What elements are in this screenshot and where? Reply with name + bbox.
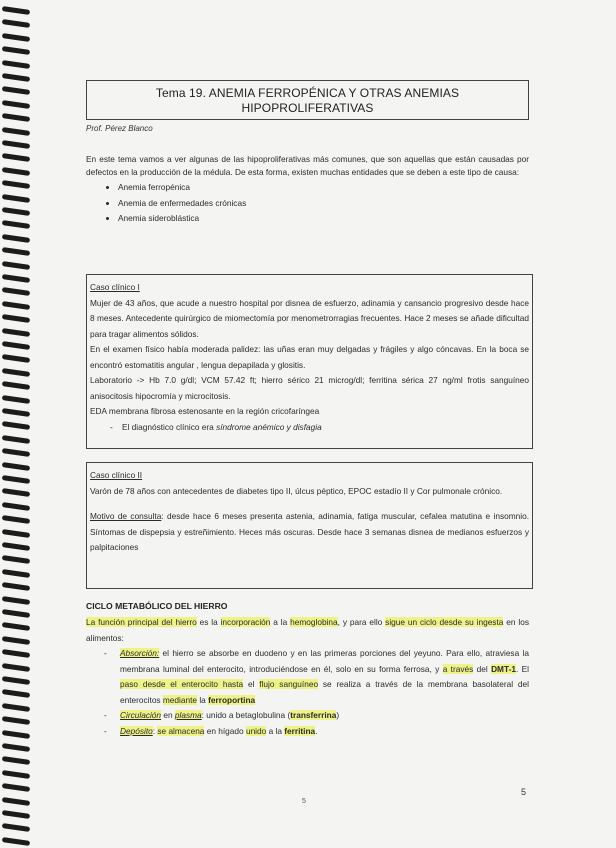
text: : unido a betaglobulina (: [201, 710, 291, 720]
spiral-loop: [2, 596, 30, 605]
spiral-loop: [2, 569, 30, 578]
text: , y para ello: [337, 617, 386, 627]
spiral-loop: [2, 743, 30, 752]
spiral-loop: [2, 234, 30, 243]
spiral-loop: [2, 810, 30, 819]
list-item: • Anemia de enfermedades crónicas: [118, 196, 529, 212]
page-number-center: 5: [302, 798, 306, 805]
case-2-paragraph-1: Varón de 78 años con antecedentes de diabetes tipo II, úlcus péptico, EPOC estadío II y Cor pulmonale crónico.: [90, 485, 503, 496]
highlight: flujo sanguíneo: [259, 679, 319, 689]
spiral-loop: [2, 194, 30, 203]
spiral-loop: [2, 529, 30, 538]
spiral-loop: [2, 716, 30, 725]
spiral-loop: [2, 19, 30, 28]
text: ): [336, 710, 340, 720]
spiral-loop: [2, 140, 30, 149]
spiral-loop: [2, 488, 30, 497]
spiral-loop: [2, 609, 30, 618]
spiral-loop: [2, 421, 30, 430]
highlight: a través: [442, 663, 474, 674]
spiral-loop: [2, 153, 30, 162]
spiral-loop: [2, 462, 30, 471]
case-1-diagnosis-prefix: El diagnóstico clínico era: [121, 421, 217, 432]
spiral-loop: [2, 756, 30, 765]
case-2-motivo-text: : desde hace 6 meses presenta astenia, adinamia, fatiga muscular, cefalea matutina e insomnio. Síntomas de dispepsia y estreñimiento. Heces más oscuras. Desde hace 3 semanas disnea de medianos esfuerzos y palpitaciones: [90, 511, 529, 552]
spiral-loop: [2, 770, 30, 779]
highlight: paso desde el enterocito hasta: [120, 679, 244, 689]
absorption-label: Absorción:: [120, 648, 160, 658]
highlight: DMT-1: [491, 663, 516, 674]
text: se realiza a través de la membrana basolateral del enterocitos: [120, 679, 529, 705]
list-item: • Anemia sideroblástica: [118, 211, 529, 227]
spiral-loop: [2, 220, 30, 229]
spiral-loop: [2, 381, 30, 390]
intro-bullet-list: [86, 180, 529, 227]
highlight: plasma: [174, 710, 202, 720]
spiral-loop: [2, 395, 30, 404]
highlight: unido: [245, 725, 267, 736]
highlight: ferritina: [284, 725, 316, 736]
spiral-loop: [2, 368, 30, 377]
spiral-loop: [2, 261, 30, 270]
intro-paragraph: En este tema vamos a ver algunas de las hipoproliferativas más comunes, que son aquellas que están causadas por defectos en la producción de la médula. De esta forma, existen muchas entidades que se deben a este tipo de causa:: [86, 154, 529, 178]
case-1-paragraph-3: Laboratorio -> Hb 7.0 g/dl; VCM 57.42 ft; hierro sérico 21 microg/dl; ferritina sérica 27 ng/ml frotis sanguíneo anisocitosis hipocromía y microcitosis.: [90, 375, 529, 401]
spiral-loop: [2, 703, 30, 712]
spiral-loop: [2, 448, 30, 457]
spiral-loop: [2, 582, 30, 591]
spiral-loop: [2, 86, 30, 95]
spiral-loop: [2, 663, 30, 672]
spiral-loop: [2, 167, 30, 176]
spiral-loop: [2, 207, 30, 216]
highlight: mediante: [162, 694, 198, 705]
spiral-loop: [2, 73, 30, 82]
deposit-item: [86, 724, 529, 740]
spiral-loop: [2, 649, 30, 658]
text: a la: [266, 725, 285, 736]
spiral-loop: [2, 314, 30, 323]
spiral-loop: [2, 823, 30, 832]
clinical-case-1-box: [86, 274, 533, 449]
case-1-diagnosis: - El diagnóstico clínico era síndrome anémico y disfagia: [110, 421, 322, 432]
spiral-loop: [2, 127, 30, 136]
spiral-loop: [2, 783, 30, 792]
spiral-loop: [2, 60, 30, 69]
case-2-heading: Caso clínico II: [90, 470, 143, 480]
case-1-heading: Caso clínico I: [90, 282, 140, 292]
clinical-case-2-box: [86, 462, 533, 589]
text: la: [197, 694, 209, 705]
text: a la: [270, 617, 291, 627]
title-line-2: HIPOPROLIFERATIVAS: [241, 101, 374, 115]
spiral-loop: [2, 435, 30, 444]
spiral-loop: [2, 247, 30, 256]
cycle-heading: CICLO METABÓLICO DEL HIERRO: [86, 601, 228, 611]
spiral-loop: [2, 354, 30, 363]
highlight: se almacena: [157, 725, 205, 736]
spiral-loop: [2, 689, 30, 698]
case-1-paragraph-2: En el examen físico había moderada palidez: las uñas eran muy delgadas y frágiles y algo cóncavas. En la boca se encontró estomatitis angular , lengua depapilada y glositis.: [90, 344, 529, 370]
spiral-loop: [2, 287, 30, 296]
page-number-right: 5: [521, 787, 527, 797]
spiral-loop: [2, 180, 30, 189]
highlight: transferrina: [290, 710, 337, 720]
absorption-item: [86, 646, 529, 708]
highlight: incorporación: [220, 617, 271, 627]
spiral-loop: [2, 622, 30, 631]
case-1-diagnosis-italic: síndrome anémico y disfagia: [216, 421, 322, 432]
spiral-loop: [2, 6, 30, 15]
spiral-loop: [2, 515, 30, 524]
text: en: [161, 710, 175, 720]
author: Prof. Pérez Blanco: [86, 124, 153, 133]
spiral-binding: [0, 0, 34, 848]
text: :: [152, 725, 158, 736]
spiral-loop: [2, 33, 30, 42]
spiral-loop: [2, 837, 30, 846]
page-content: [86, 0, 531, 848]
spiral-loop: [2, 555, 30, 564]
highlight: ferroportina: [208, 694, 256, 705]
spiral-loop: [2, 676, 30, 685]
case-1-paragraph-4: EDA membrana fibrosa estenosante en la región cricofaríngea: [90, 406, 320, 416]
spiral-loop: [2, 301, 30, 310]
title-box: [86, 80, 529, 120]
case-1-paragraph-1: Mujer de 43 años, que acude a nuestro hospital por disnea de esfuerzo, adinamia y cansancio progresivo desde hace 8 meses. Antecedente quirúrgico de miomectomía por menometrorragias frecuentes. Hace 2 meses se añade dificultad para tragar alimentos sólidos.: [90, 297, 529, 339]
deposit-label: Depósito: [120, 725, 153, 736]
spiral-loop: [2, 475, 30, 484]
spiral-loop: [2, 328, 30, 337]
spiral-loop: [2, 408, 30, 417]
text: en hígado: [204, 725, 246, 736]
highlight: La función principal del hierro: [86, 617, 197, 627]
case-2-motivo-label: Motivo de consulta: [90, 511, 162, 521]
spiral-loop: [2, 46, 30, 55]
spiral-loop: [2, 542, 30, 551]
text: . El: [515, 663, 529, 674]
circulation-label: Circulación: [120, 710, 162, 720]
spiral-loop: [2, 636, 30, 645]
highlight: sigue un ciclo desde su ingesta: [385, 617, 504, 627]
text: es la: [196, 617, 221, 627]
spiral-loop: [2, 502, 30, 511]
intro-section: [86, 153, 529, 227]
spiral-loop: [2, 730, 30, 739]
text: el: [243, 679, 260, 689]
title-line-1: Tema 19. ANEMIA FERROPÉNICA Y OTRAS ANEMIAS: [155, 86, 460, 100]
spiral-loop: [2, 797, 30, 806]
spiral-loop: [2, 274, 30, 283]
text: en los alimentos:: [86, 617, 529, 643]
text: del: [473, 663, 492, 674]
case-2-motivo: [90, 509, 529, 556]
highlight: hemoglobina: [290, 617, 338, 627]
spiral-loop: [2, 100, 30, 109]
cycle-section: [86, 615, 529, 739]
spiral-loop: [2, 113, 30, 122]
text: el hierro se absorbe en duodeno y en las primeras porciones del yeyuno. Para ello, atraviesa la membrana luminal del enterocito, introduciéndose en él, solo en su forma ferrosa, y: [120, 648, 529, 674]
text: .: [315, 725, 318, 736]
spiral-loop: [2, 341, 30, 350]
circulation-item: [86, 708, 529, 724]
cycle-intro: [86, 615, 529, 646]
list-item: • Anemia ferropénica: [118, 180, 529, 196]
